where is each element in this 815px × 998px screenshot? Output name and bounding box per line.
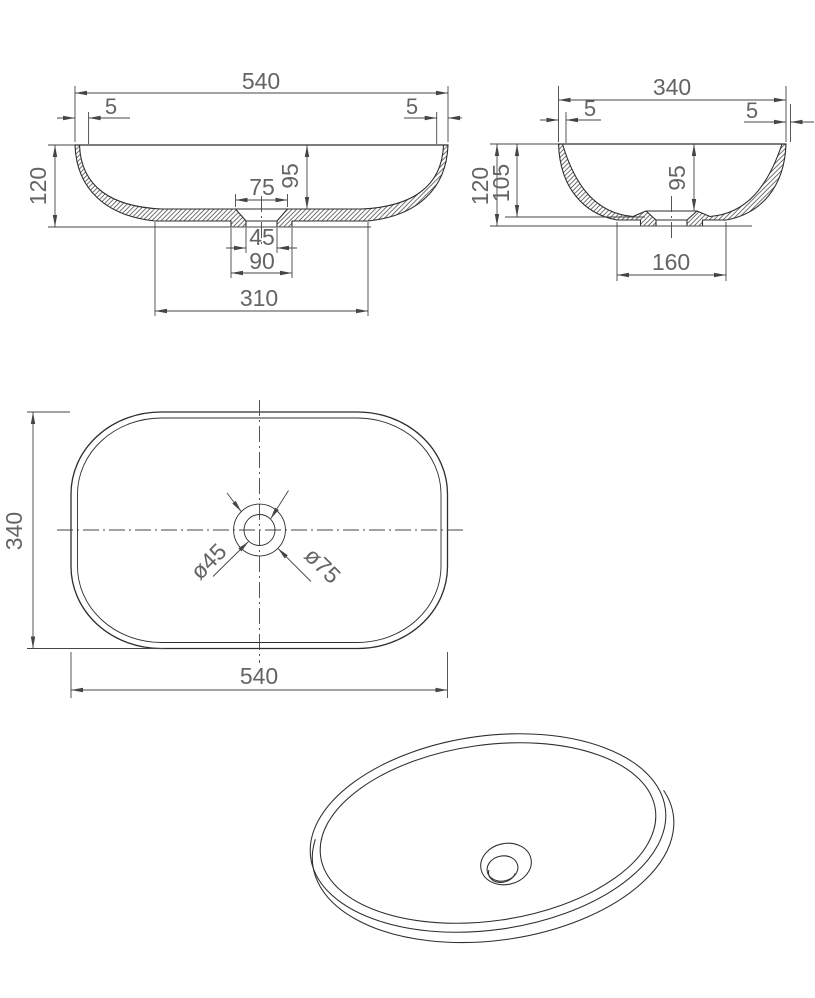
front-dim-depth [277, 145, 307, 209]
front-dim-overall-width [75, 68, 448, 142]
front-dim-75-label: 75 [249, 174, 275, 200]
side-wall-left [559, 144, 657, 226]
front-dim-5-right-label: 5 [405, 94, 419, 119]
side-dim-rim-left [540, 96, 601, 143]
iso-drain-depth-arc [489, 870, 515, 882]
side-section-view [467, 74, 814, 281]
iso-inner-rim [308, 722, 667, 943]
front-section-view [25, 68, 462, 316]
front-dim-310-label: 310 [239, 285, 279, 311]
side-dim-340-label: 340 [652, 74, 692, 100]
side-dim-5-right-label: 5 [745, 98, 759, 123]
side-dim-160-label: 160 [651, 249, 691, 275]
front-dim-90-label: 90 [249, 248, 275, 274]
side-dim-95-label: 95 [664, 165, 690, 191]
iso-drain-hole [485, 853, 521, 884]
side-dim-5-left-label: 5 [583, 96, 597, 121]
isometric-view [297, 711, 687, 965]
side-dim-120-label: 120 [467, 166, 493, 206]
side-wall-right [687, 144, 786, 226]
front-dim-5-left-label: 5 [104, 94, 118, 119]
front-dim-rim-left [57, 94, 130, 144]
front-dim-45-label: 45 [249, 224, 275, 250]
front-wall-left [75, 145, 246, 227]
front-dim-rim-right [404, 94, 462, 144]
plan-view [1, 400, 463, 698]
plan-dim-340-label: 340 [1, 511, 27, 551]
plan-dim-drain-recess-diameter [227, 493, 346, 589]
plan-dim-dia75-label: ø75 [299, 542, 346, 589]
plan-dim-540-label: 540 [239, 663, 279, 689]
iso-outer-rim [297, 712, 679, 954]
plan-dim-dia45-label: ø45 [185, 538, 232, 585]
iso-drain [477, 839, 535, 890]
side-dim-105-label: 105 [488, 163, 514, 203]
front-dim-height [25, 145, 55, 227]
side-dim-depth [664, 144, 694, 211]
plan-dim-width [71, 652, 448, 698]
side-dim-rim-right [744, 98, 814, 142]
front-dim-95-label: 95 [277, 163, 303, 189]
front-dim-540-label: 540 [241, 68, 281, 94]
front-dim-120-label: 120 [25, 166, 51, 206]
